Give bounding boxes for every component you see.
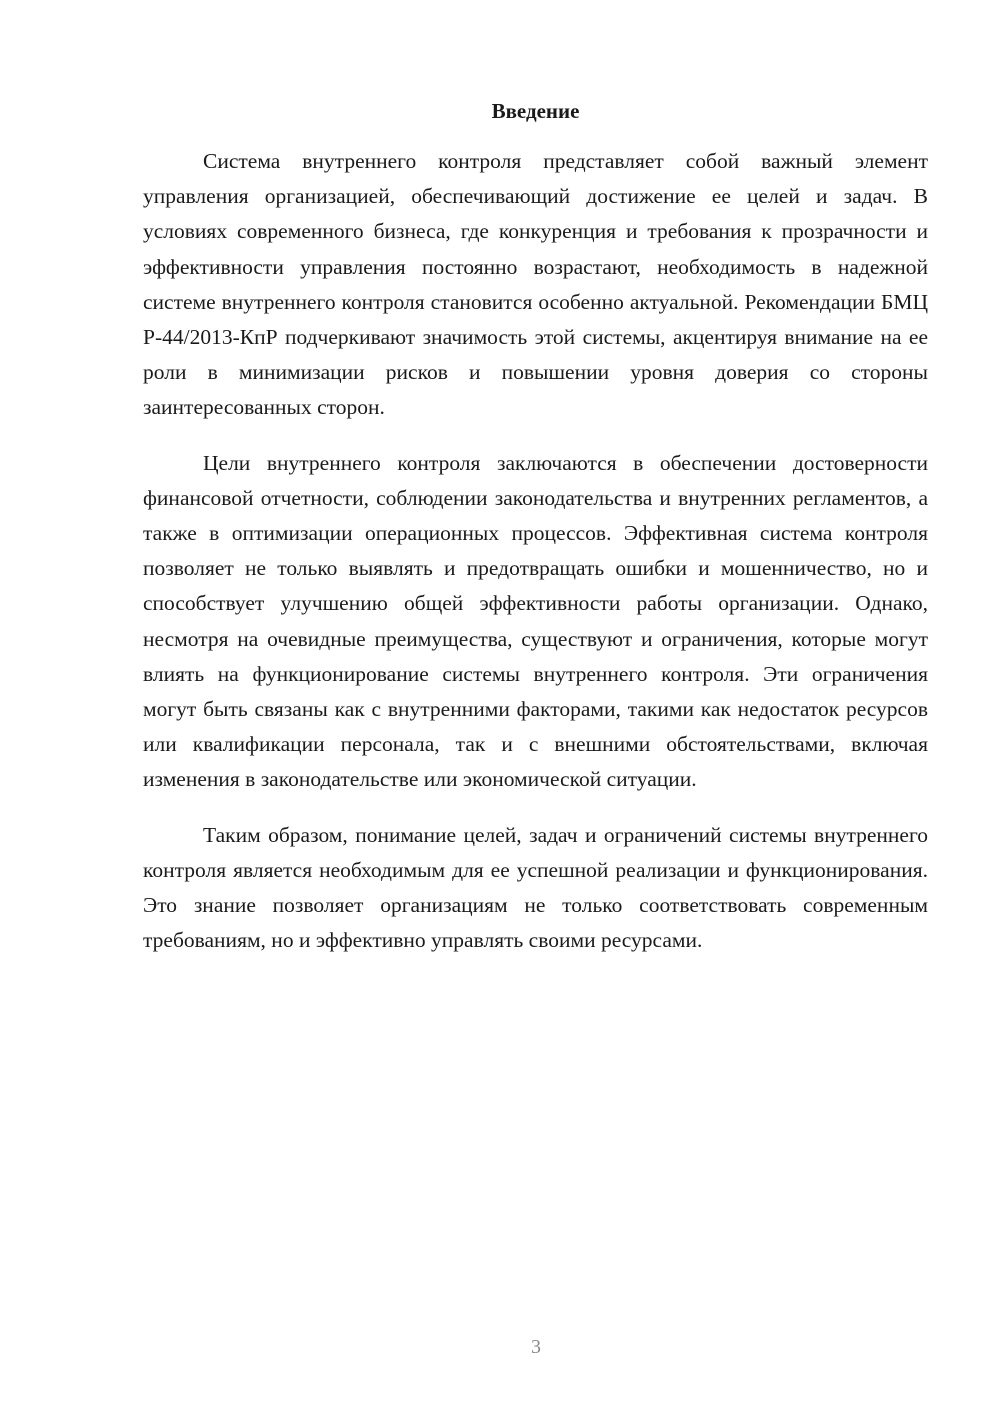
body-text — [143, 144, 928, 978]
page-number: 3 — [531, 1336, 541, 1358]
section-heading: Введение — [491, 99, 580, 123]
paragraph-1: Система внутреннего контроля представляет собой важный элемент управления организацией, обеспечивающий достижение ее целей и задач. В условиях современного бизнеса, где конкуренция и требования к прозрачности и эффективности управления постоянно возрастают, необходимость в надежной системе внутреннего контроля становится особенно актуальной. Рекомендации БМЦ Р-44/2013-КпР подчеркивают значимость этой системы, акцентируя внимание на ее роли в минимизации рисков и повышении уровня доверия со стороны заинтересованных сторон. — [143, 149, 928, 420]
paragraph-3: Таким образом, понимание целей, задач и ограничений системы внутреннего контроля является необходимым для ее успешной реализации и функционирования. Это знание позволяет организациям не только соответствовать современным требованиям, но и эффективно управлять своими ресурсами. — [143, 822, 928, 953]
paragraph-2: Цели внутреннего контроля заключаются в обеспечении достоверности финансовой отчетности, соблюдении законодательства и внутренних регламентов, а также в оптимизации операционных процессов. Эффективная система контроля позволяет не только выявлять и предотвращать ошибки и мошенничество, но и способствует улучшению общей эффективности работы организации. Однако, несмотря на очевидные преимущества, существуют и ограничения, которые могут влиять на функционирование системы внутреннего контроля. Эти ограничения могут быть связаны как с внутренними факторами, такими как недостаток ресурсов или квалификации персонала, так и с внешними обстоятельствами, включая изменения в законодательстве или экономической ситуации. — [143, 450, 928, 792]
